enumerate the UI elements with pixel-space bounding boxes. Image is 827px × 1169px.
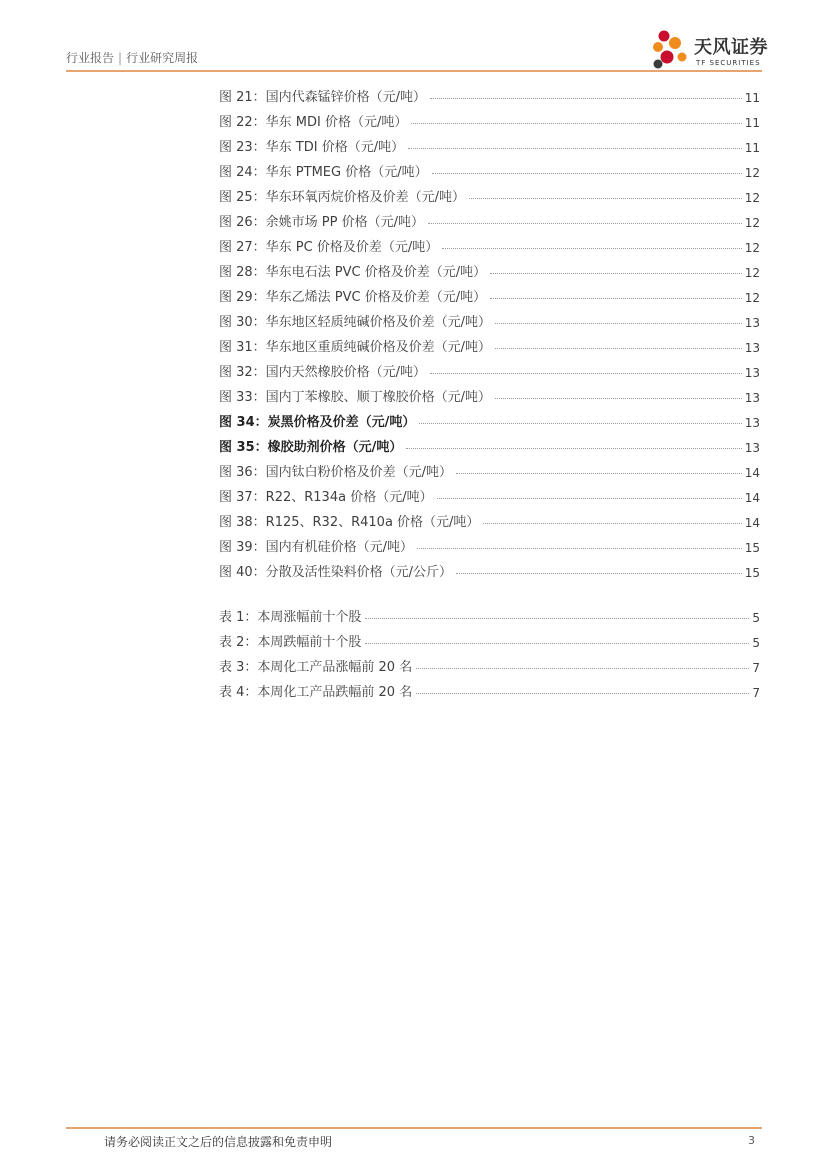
figure-entry-page: 12 — [744, 291, 760, 305]
dot-leader — [428, 223, 742, 224]
table-index-list — [219, 600, 760, 700]
figure-entry-label: 图 27：华东 PC 价格及价差（元/吨） — [219, 240, 439, 255]
report-category — [66, 49, 198, 66]
figure-entry-label: 图 32：国内天然橡胶价格（元/吨） — [219, 365, 427, 380]
figure-entry-page: 12 — [744, 241, 760, 255]
figure-entry[interactable] — [219, 380, 760, 405]
figure-entry[interactable] — [219, 455, 760, 480]
logo-chinese-name: 天风证券 — [694, 37, 768, 58]
dot-leader — [408, 148, 742, 149]
figure-entry[interactable] — [219, 155, 760, 180]
figure-entry[interactable] — [219, 80, 760, 105]
dot-leader — [430, 98, 742, 99]
figure-entry-page: 14 — [744, 491, 760, 505]
table-entry-page: 5 — [752, 636, 760, 650]
figure-entry-page: 12 — [744, 266, 760, 280]
figure-entry-label: 图 26：余姚市场 PP 价格（元/吨） — [219, 215, 424, 230]
figure-entry[interactable] — [219, 105, 760, 130]
dot-leader — [365, 618, 749, 619]
figure-entry-page: 14 — [744, 466, 760, 480]
table-entry[interactable] — [219, 675, 760, 700]
dot-leader — [490, 298, 742, 299]
figure-entry-page: 12 — [744, 216, 760, 230]
figure-entry-label: 图 34：炭黑价格及价差（元/吨） — [219, 415, 416, 430]
figure-entry-label: 图 39：国内有机硅价格（元/吨） — [219, 540, 414, 555]
dot-leader — [416, 693, 749, 694]
report-subtype: 行业研究周报 — [126, 51, 199, 65]
figure-entry-label: 图 30：华东地区轻质纯碱价格及价差（元/吨） — [219, 315, 492, 330]
table-entry-label: 表 4：本周化工产品跌幅前 20 名 — [219, 685, 413, 700]
figure-entry-page: 13 — [744, 391, 760, 405]
figure-entry-label: 图 40：分散及活性染料价格（元/公斤） — [219, 565, 453, 580]
footer-disclaimer: 请务必阅读正文之后的信息披露和免责申明 — [104, 1135, 333, 1149]
figure-entry-label: 图 38：R125、R32、R410a 价格（元/吨） — [219, 515, 480, 530]
figure-entry[interactable] — [219, 305, 760, 330]
figure-entry-page: 11 — [744, 91, 760, 105]
page-number: 3 — [748, 1134, 755, 1147]
figure-entry-label: 图 36：国内钛白粉价格及价差（元/吨） — [219, 465, 453, 480]
dot-leader — [469, 198, 742, 199]
table-entry-page: 7 — [752, 661, 760, 675]
dot-leader — [416, 668, 749, 669]
dot-leader — [495, 348, 742, 349]
table-entry-label: 表 3：本周化工产品涨幅前 20 名 — [219, 660, 413, 675]
dot-leader — [442, 248, 741, 249]
figure-index-list — [219, 80, 760, 580]
figure-entry-label: 图 23：华东 TDI 价格（元/吨） — [219, 140, 405, 155]
figure-entry[interactable] — [219, 505, 760, 530]
table-entry-label: 表 2：本周跌幅前十个股 — [219, 635, 362, 650]
figure-entry-label: 图 31：华东地区重质纯碱价格及价差（元/吨） — [219, 340, 492, 355]
figure-entry[interactable] — [219, 480, 760, 505]
header-separator: | — [118, 51, 123, 65]
dot-leader — [495, 398, 742, 399]
figure-entry-page: 11 — [744, 116, 760, 130]
figure-entry-label: 图 24：华东 PTMEG 价格（元/吨） — [219, 165, 428, 180]
dot-leader — [430, 373, 742, 374]
figure-entry[interactable] — [219, 205, 760, 230]
figure-entry[interactable] — [219, 355, 760, 380]
figure-entry[interactable] — [219, 405, 760, 430]
footer-divider — [66, 1127, 762, 1129]
dot-leader — [432, 173, 742, 174]
figure-entry-page: 13 — [744, 341, 760, 355]
logo-mark-icon — [650, 28, 694, 72]
figure-entry-label: 图 29：华东乙烯法 PVC 价格及价差（元/吨） — [219, 290, 487, 305]
dot-leader — [490, 273, 742, 274]
figure-entry-label: 图 37：R22、R134a 价格（元/吨） — [219, 490, 433, 505]
figure-entry[interactable] — [219, 255, 760, 280]
dot-leader — [365, 643, 749, 644]
figure-entry-page: 15 — [744, 566, 760, 580]
dot-leader — [456, 473, 742, 474]
figure-entry-page: 13 — [744, 366, 760, 380]
figure-entry-page: 12 — [744, 191, 760, 205]
dot-leader — [495, 323, 742, 324]
dot-leader — [406, 448, 741, 449]
company-logo — [650, 28, 770, 72]
figure-entry[interactable] — [219, 180, 760, 205]
figure-entry-label: 图 22：华东 MDI 价格（元/吨） — [219, 115, 408, 130]
logo-english-name: TF SECURITIES — [696, 59, 761, 67]
figure-entry-page: 11 — [744, 141, 760, 155]
report-type: 行业报告 — [66, 51, 115, 65]
table-entry[interactable] — [219, 625, 760, 650]
table-entry[interactable] — [219, 600, 760, 625]
figure-entry-label: 图 28：华东电石法 PVC 价格及价差（元/吨） — [219, 265, 487, 280]
figure-entry[interactable] — [219, 530, 760, 555]
figure-entry[interactable] — [219, 280, 760, 305]
figure-entry-page: 12 — [744, 166, 760, 180]
figure-entry-page: 13 — [744, 416, 760, 430]
figure-entry-page: 13 — [744, 316, 760, 330]
figure-entry[interactable] — [219, 330, 760, 355]
table-entry-page: 5 — [752, 611, 760, 625]
figure-entry-page: 13 — [744, 441, 760, 455]
dot-leader — [419, 423, 741, 424]
figure-entry[interactable] — [219, 555, 760, 580]
figure-entry-page: 15 — [744, 541, 760, 555]
table-entry-label: 表 1：本周涨幅前十个股 — [219, 610, 362, 625]
dot-leader — [417, 548, 742, 549]
dot-leader — [437, 498, 742, 499]
figure-entry-label: 图 25：华东环氧丙烷价格及价差（元/吨） — [219, 190, 466, 205]
dot-leader — [411, 123, 741, 124]
header-divider — [66, 70, 762, 72]
figure-entry[interactable] — [219, 130, 760, 155]
figure-entry-label: 图 21：国内代森锰锌价格（元/吨） — [219, 90, 427, 105]
figure-entry[interactable] — [219, 230, 760, 255]
figure-entry[interactable] — [219, 430, 760, 455]
figure-entry-label: 图 35：橡胶助剂价格（元/吨） — [219, 440, 403, 455]
dot-leader — [456, 573, 742, 574]
figure-entry-label: 图 33：国内丁苯橡胶、顺丁橡胶价格（元/吨） — [219, 390, 492, 405]
table-entry[interactable] — [219, 650, 760, 675]
figure-entry-page: 14 — [744, 516, 760, 530]
table-entry-page: 7 — [752, 686, 760, 700]
dot-leader — [483, 523, 741, 524]
